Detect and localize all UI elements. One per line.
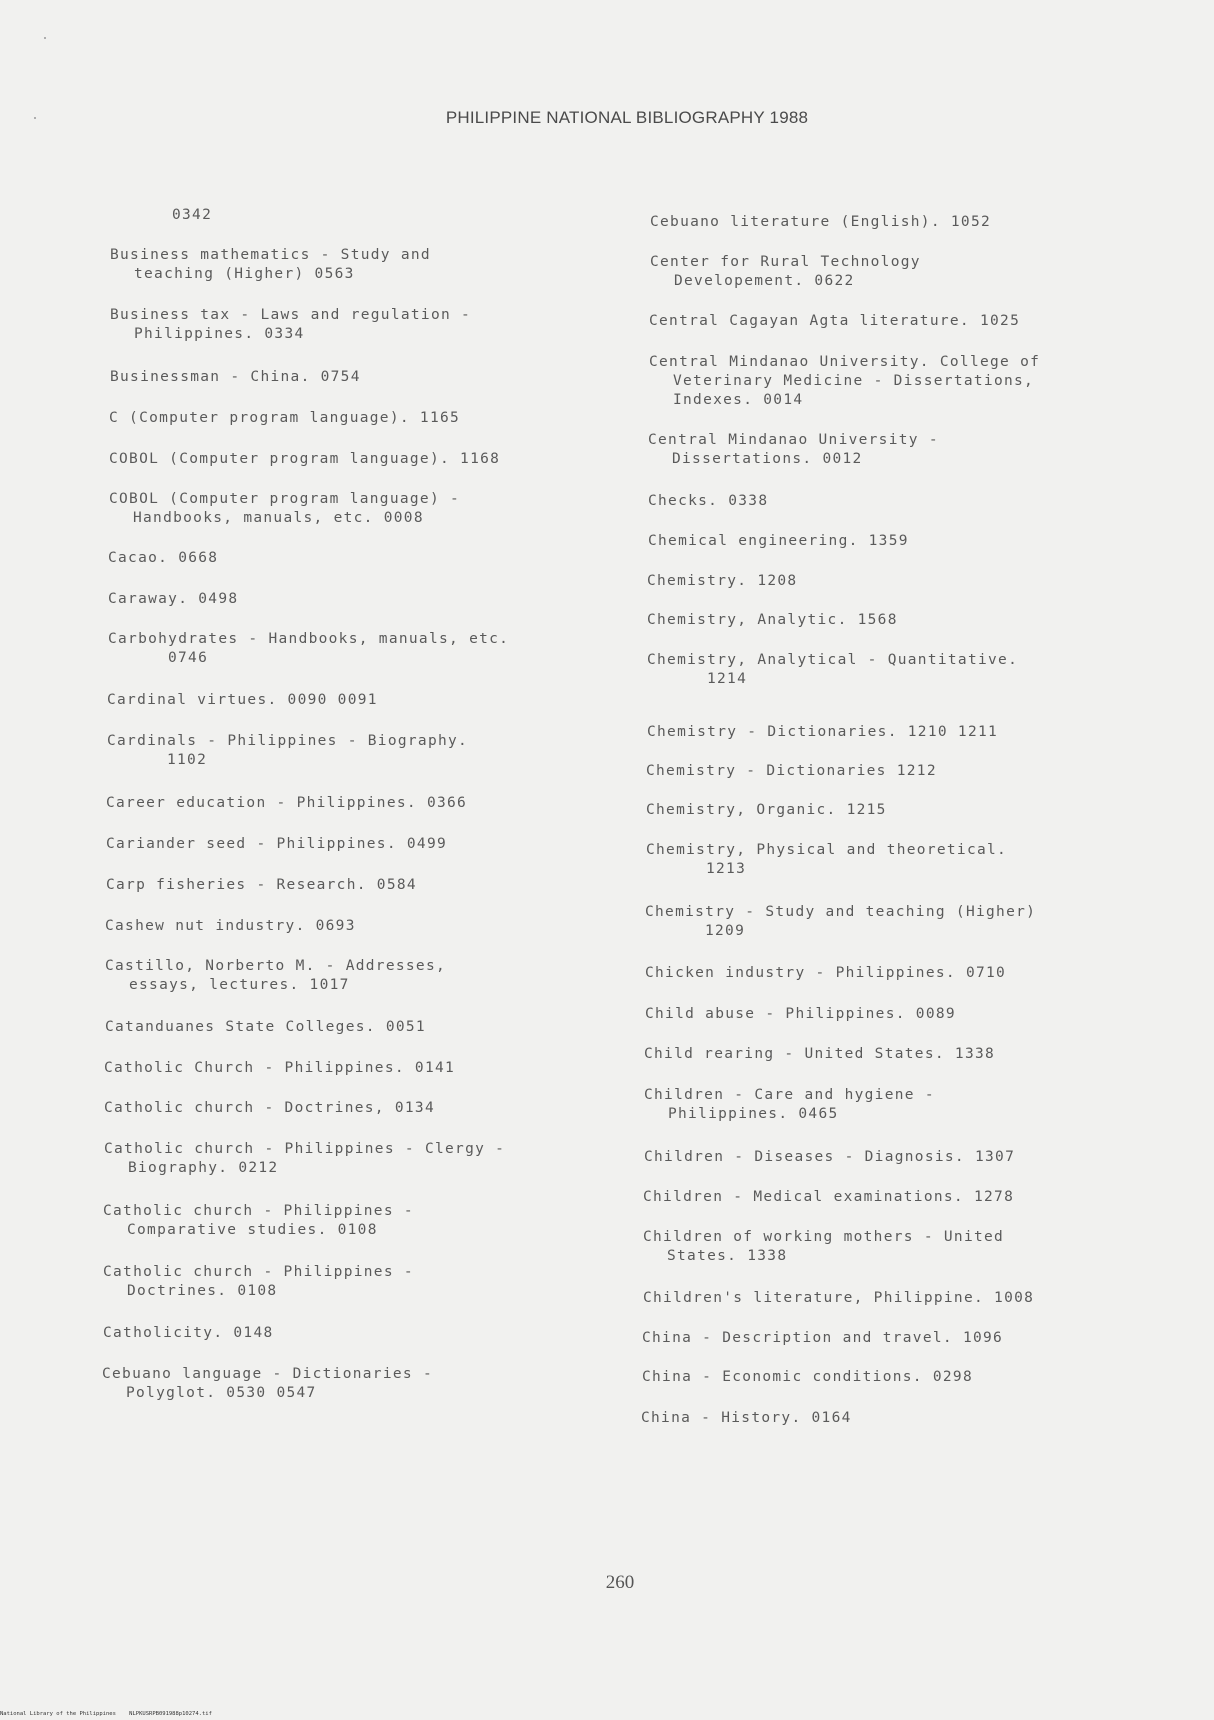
scan-footer-caption: National Library of the Philippines NLPKUSRPB091988p10274.tif [0,1711,212,1717]
index-entry [644,1045,995,1064]
index-entry-heading: China - Description and travel. 1096 [642,1330,1004,1346]
index-entry-continuation: Comparative studies. 0108 [127,1222,378,1238]
index-entry [104,1099,435,1118]
index-entry [647,611,898,630]
index-entry-heading: Center for Rural Technology [650,254,921,270]
index-entry [647,651,1018,689]
index-entry-heading: Catholic church - Philippines - Clergy - [104,1141,506,1157]
index-entry-heading: Central Cagayan Agta literature. 1025 [649,313,1021,329]
index-entry [649,353,1040,410]
index-entry [109,450,500,469]
index-entry [646,801,887,820]
index-entry-continuation: Doctrines. 0108 [127,1283,278,1299]
index-entry-heading: Chemistry, Organic. 1215 [646,802,887,818]
index-entry-heading: Castillo, Norberto M. - Addresses, [105,958,447,974]
index-entry-continuation: Indexes. 0014 [673,392,804,408]
index-entry [647,723,998,742]
index-entry [110,246,431,284]
index-column-right [641,213,1150,1443]
index-entry [103,1202,414,1240]
index-entry-continuation: Philippines. 0465 [668,1106,839,1122]
index-entry-heading: Chemical engineering. 1359 [648,533,909,549]
index-entry [106,794,467,813]
index-column-left [102,206,632,1436]
index-entry-heading: Child rearing - United States. 1338 [644,1046,996,1062]
index-entry [109,409,460,428]
index-entry-heading: Catholic church - Philippines - [103,1203,414,1219]
index-entry [643,1289,1034,1308]
index-entry [645,964,1006,983]
index-entry [644,1148,1015,1167]
index-entry [646,841,1007,879]
index-entry-heading: Carp fisheries - Research. 0584 [106,877,417,893]
index-entry-heading: Career education - Philippines. 0366 [106,795,468,811]
index-entry-heading: Businessman - China. 0754 [110,369,361,385]
index-entry [110,306,471,344]
index-entry-continuation: 1213 [706,861,747,877]
index-entry-continuation: 1214 [707,671,748,687]
index-entry-heading: Carbohydrates - Handbooks, manuals, etc. [108,631,510,647]
index-entry [104,1059,455,1078]
index-entry-continuation: Philippines. 0334 [134,326,305,342]
index-entry-heading: Children - Care and hygiene - [644,1087,935,1103]
page-number: 260 [605,1572,635,1593]
index-entry [172,206,212,225]
index-entry [643,1228,1004,1266]
index-entry [102,1365,433,1403]
index-entry [108,549,218,568]
index-entry-heading: Cebuano language - Dictionaries - [102,1366,433,1382]
index-entry-heading: 0342 [172,207,213,223]
index-entry-heading: Chemistry - Dictionaries. 1210 1211 [647,724,999,740]
index-entry-heading: Children of working mothers - United [643,1229,1005,1245]
index-entry [646,762,937,781]
index-entry-continuation: Handbooks, manuals, etc. 0008 [133,510,424,526]
index-entry [645,903,1036,941]
index-entry-heading: Chemistry - Study and teaching (Higher) [645,904,1037,920]
index-entry [644,1086,935,1124]
scan-speck [44,37,46,39]
index-entry [110,368,361,387]
index-entry [645,1005,956,1024]
index-entry-heading: Cariander seed - Philippines. 0499 [106,836,448,852]
index-entry [648,532,909,551]
index-entry-heading: Chemistry, Analytic. 1568 [647,612,898,628]
index-entry-continuation: essays, lectures. 1017 [129,977,350,993]
index-entry [648,431,939,469]
index-entry-heading: C (Computer program language). 1165 [109,410,461,426]
index-entry-heading: Children - Diseases - Diagnosis. 1307 [644,1149,1016,1165]
index-entry [108,590,238,609]
index-entry-heading: Chemistry, Analytical - Quantitative. [647,652,1019,668]
index-entry-heading: China - History. 0164 [641,1410,852,1426]
index-entry [649,312,1020,331]
index-entry-heading: Chemistry. 1208 [647,573,798,589]
index-entry-heading: COBOL (Computer program language). 1168 [109,451,501,467]
index-entry-continuation: 1102 [167,752,208,768]
index-entry-continuation: Veterinary Medicine - Dissertations, [673,373,1035,389]
index-entry [642,1368,973,1387]
index-entry [107,691,378,710]
index-entry-heading: Central Mindanao University. College of [649,354,1041,370]
index-entry-continuation: 0746 [168,650,209,666]
index-entry [107,732,468,770]
index-entry [103,1324,274,1343]
index-entry-heading: Cacao. 0668 [108,550,219,566]
index-entry-heading: Chemistry, Physical and theoretical. [646,842,1008,858]
index-entry [105,1018,426,1037]
index-entry-heading: China - Economic conditions. 0298 [642,1369,973,1385]
index-entry-heading: COBOL (Computer program language) - [109,491,461,507]
index-entry-heading: Central Mindanao University - [648,432,939,448]
index-entry [643,1188,1014,1207]
index-entry [641,1409,852,1428]
index-entry [105,917,356,936]
index-entry [109,490,460,528]
index-entry-heading: Business tax - Laws and regulation - [110,307,472,323]
page-title: PHILIPPINE NATIONAL BIBLIOGRAPHY 1988 [445,108,809,127]
index-entry-heading: Child abuse - Philippines. 0089 [645,1006,956,1022]
index-entry-continuation: States. 1338 [667,1248,788,1264]
index-entry-heading: Catanduanes State Colleges. 0051 [105,1019,426,1035]
index-entry-heading: Caraway. 0498 [108,591,239,607]
index-entry-heading: Chicken industry - Philippines. 0710 [645,965,1007,981]
index-entry [108,630,509,668]
index-entry-heading: Cardinals - Philippines - Biography. [107,733,469,749]
index-entry-continuation: Developement. 0622 [674,273,855,289]
index-entry-heading: Children's literature, Philippine. 1008 [643,1290,1035,1306]
index-entry [105,957,446,995]
index-entry [648,492,768,511]
index-entry-continuation: teaching (Higher) 0563 [134,266,355,282]
index-entry-continuation: Polyglot. 0530 0547 [126,1385,317,1401]
index-entry-continuation: 1209 [705,923,746,939]
index-entry-heading: Cashew nut industry. 0693 [105,918,356,934]
index-entry [647,572,797,591]
index-entry-heading: Cebuano literature (English). 1052 [650,214,992,230]
index-entry [642,1329,1003,1348]
index-entry-heading: Chemistry - Dictionaries 1212 [646,763,937,779]
index-entry-heading: Checks. 0338 [648,493,769,509]
index-entry-heading: Catholic church - Doctrines, 0134 [104,1100,435,1116]
index-entry-heading: Catholic church - Philippines - [103,1264,414,1280]
index-entry [103,1263,414,1301]
index-entry-heading: Business mathematics - Study and [110,247,431,263]
index-entry [106,835,447,854]
index-entry [650,213,991,232]
index-entry-heading: Catholicity. 0148 [103,1325,274,1341]
index-entry-continuation: Biography. 0212 [128,1160,279,1176]
index-entry [106,876,417,895]
index-entry [650,253,921,291]
index-entry [104,1140,505,1178]
index-entry-heading: Children - Medical examinations. 1278 [643,1189,1015,1205]
index-entry-heading: Catholic Church - Philippines. 0141 [104,1060,456,1076]
index-entry-continuation: Dissertations. 0012 [672,451,863,467]
index-entry-heading: Cardinal virtues. 0090 0091 [107,692,378,708]
